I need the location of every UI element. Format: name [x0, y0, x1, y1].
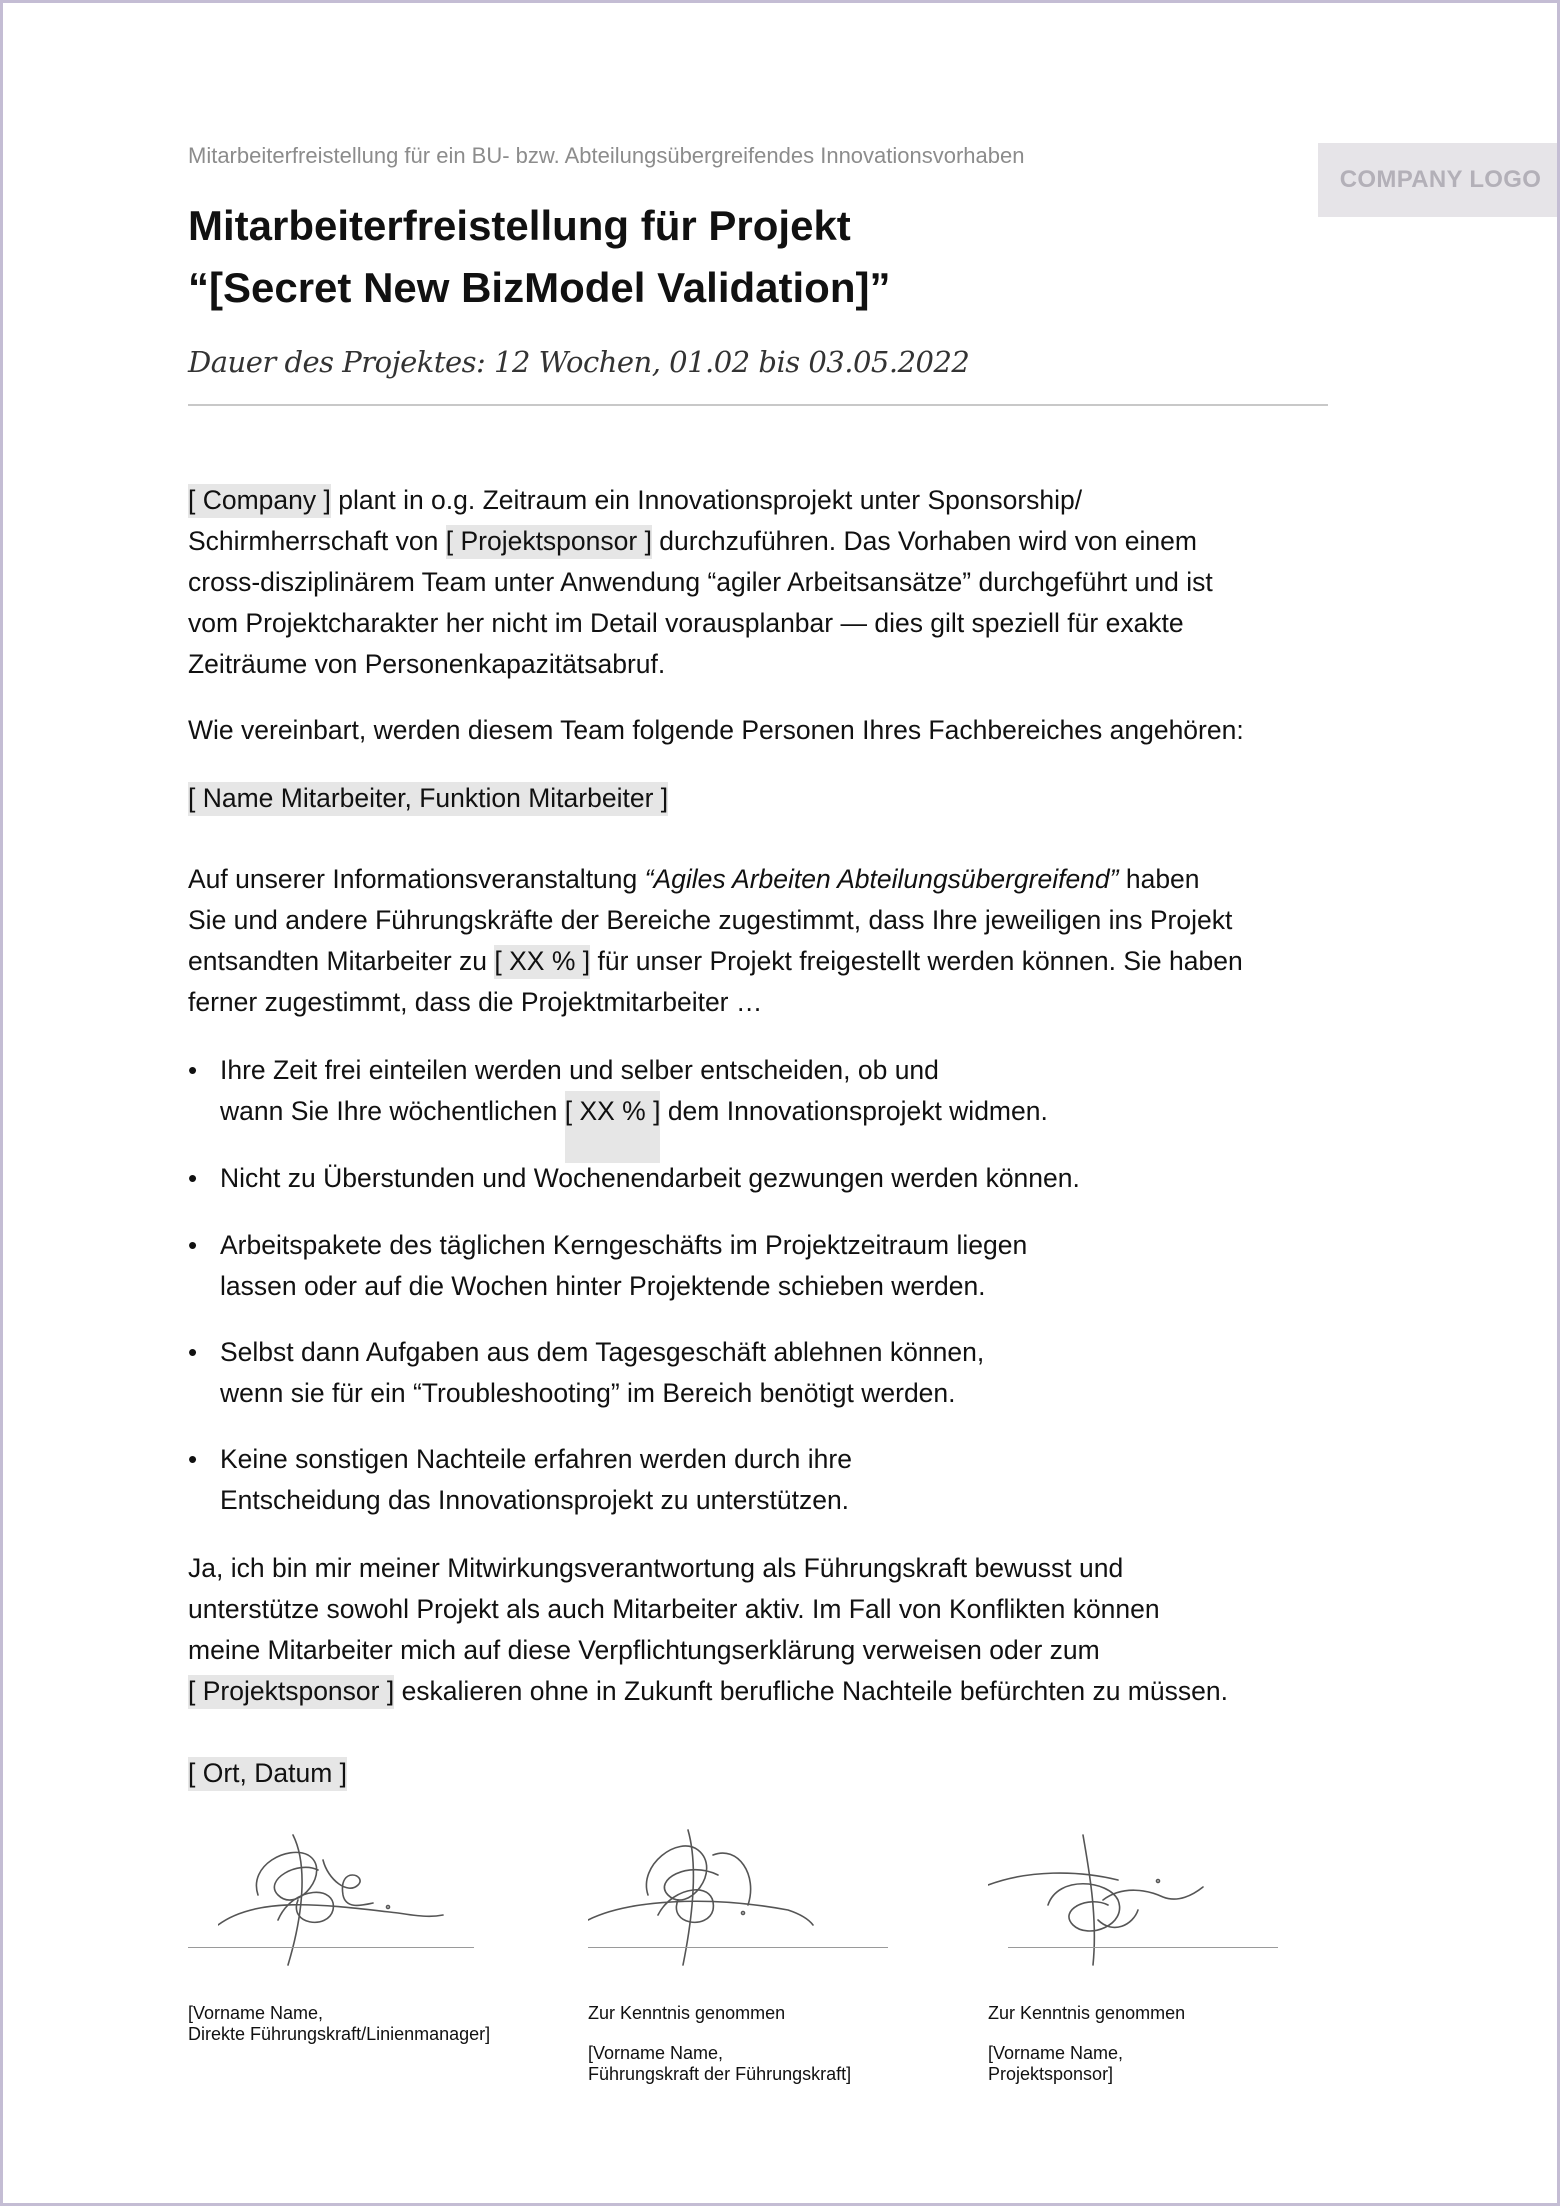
signature-line-3 [1008, 1947, 1278, 1948]
employee-placeholder-row [188, 778, 1338, 819]
signature-1-scribble [218, 1825, 448, 1975]
signature-2-name: [Vorname Name, [588, 2043, 724, 2063]
signature-line-2 [588, 1947, 888, 1948]
bullet-3-line-1: Arbeitspakete des täglichen Kerngeschäfts im Projektzeitraum liegen [220, 1230, 1028, 1260]
info-line-4: ferner zugestimmt, dass die Projektmitarbeiter … [188, 987, 763, 1017]
bullet-2-line-1: Nicht zu Überstunden und Wochenendarbeit gezwungen werden können. [220, 1163, 1080, 1193]
list-item-text [220, 1225, 1320, 1307]
commitment-line-4 [188, 1671, 1338, 1712]
company-logo-placeholder: COMPANY LOGO [1318, 143, 1560, 217]
signature-1-name: [Vorname Name, [188, 2003, 324, 2023]
header-divider [188, 404, 1328, 406]
info-line-2: Sie und andere Führungskräfte der Bereiche zugestimmt, dass Ihre jeweiligen ins Projekt [188, 905, 1233, 935]
placeholder-employee-name[interactable]: [ Name Mitarbeiter, Funktion Mitarbeiter ] [188, 782, 668, 816]
signature-line-1 [188, 1947, 474, 1948]
bullet-1-line-2-start: wann Sie Ihre wöchentlichen [220, 1096, 565, 1126]
intro-line-1 [188, 480, 1338, 521]
intro-line-4: vom Projektcharakter her nicht im Detail vorausplanbar — dies gilt speziell für exakte [188, 608, 1184, 638]
intro-line-2 [188, 521, 1338, 562]
info-paragraph [188, 859, 1338, 1023]
bullet-3-line-2: lassen oder auf die Wochen hinter Projektende schieben werden. [220, 1271, 986, 1301]
intro-line-5: Zeiträume von Personenkapazitätsabruf. [188, 649, 666, 679]
title-line-2: “[Secret New BizModel Validation]” [188, 264, 891, 311]
placeholder-projektsponsor[interactable]: [ Projektsponsor ] [446, 525, 652, 559]
intro-line-2-start: Schirmherrschaft von [188, 526, 446, 556]
list-item-text [220, 1332, 1320, 1414]
signature-1-caption [188, 2003, 490, 2045]
bullet-icon: • [188, 1230, 198, 1260]
placeholder-projektsponsor[interactable]: [ Projektsponsor ] [188, 1675, 394, 1709]
signature-2-scribble [588, 1825, 828, 1975]
signature-3-name: [Vorname Name, [988, 2043, 1124, 2063]
document-subtitle: Mitarbeiterfreistellung für ein BU- bzw. Abteilungsübergreifendes Innovationsvorhaben [188, 143, 1025, 168]
list-item-text [220, 1158, 1320, 1199]
list-item-text [220, 1439, 1320, 1521]
placeholder-percent[interactable]: [ XX % ] [494, 945, 590, 979]
commitment-line-1: Ja, ich bin mir meiner Mitwirkungsverantwortung als Führungskraft bewusst und [188, 1553, 1124, 1583]
signature-3-caption [988, 2003, 1185, 2085]
info-line-1 [188, 859, 1338, 900]
list-item-text [220, 1050, 1320, 1163]
signature-2-note: Zur Kenntnis genommen [588, 2003, 786, 2023]
bullet-icon: • [188, 1337, 198, 1367]
info-line-3 [188, 941, 1338, 982]
bullet-1-line-1: Ihre Zeit frei einteilen werden und selber entscheiden, ob und [220, 1055, 939, 1085]
caption-spacer [588, 2024, 851, 2043]
info-line-3-rest: für unser Projekt freigestellt werden können. Sie haben [590, 946, 1243, 976]
place-date-row [188, 1753, 1338, 1794]
placeholder-place-date[interactable]: [ Ort, Datum ] [188, 1757, 347, 1791]
placeholder-company[interactable]: [ Company ] [188, 484, 331, 518]
intro-line-3: cross-disziplinärem Team unter Anwendung “agiler Arbeitsansätze” durchgeführt und ist [188, 567, 1213, 597]
commitment-line-3: meine Mitarbeiter mich auf diese Verpflichtungserklärung verweisen oder zum [188, 1635, 1100, 1665]
commitment-line-2: unterstütze sowohl Projekt als auch Mitarbeiter aktiv. Im Fall von Konflikten können [188, 1594, 1160, 1624]
bullet-4-line-2: wenn sie für ein “Troubleshooting” im Bereich benötigt werden. [220, 1378, 956, 1408]
signature-2-caption [588, 2003, 851, 2085]
caption-spacer [988, 2024, 1185, 2043]
bullet-icon: • [188, 1444, 198, 1474]
project-duration: Dauer des Projektes: 12 Wochen, 01.02 bis 03.05.2022 [188, 345, 970, 379]
signature-icon [988, 1825, 1228, 1975]
signature-icon [218, 1825, 448, 1975]
bullet-icon: • [188, 1163, 198, 1193]
signature-3-note: Zur Kenntnis genommen [988, 2003, 1186, 2023]
bullet-4-line-1: Selbst dann Aufgaben aus dem Tagesgeschäft ablehnen können, [220, 1337, 985, 1367]
bullet-1-line-2 [220, 1091, 1320, 1163]
commitment-paragraph [188, 1548, 1338, 1712]
bullet-5-line-2: Entscheidung das Innovationsprojekt zu unterstützen. [220, 1485, 850, 1515]
bullet-5-line-1: Keine sonstigen Nachteile erfahren werden durch ihre [220, 1444, 852, 1474]
signature-2-role: Führungskraft der Führungskraft] [588, 2064, 852, 2084]
info-line-1-rest: haben [1118, 864, 1200, 894]
event-name: “Agiles Arbeiten Abteilungsübergreifend” [644, 864, 1119, 894]
intro-paragraph [188, 480, 1338, 685]
agreed-statement: Wie vereinbart, werden diesem Team folgende Personen Ihres Fachbereiches angehören: [188, 715, 1244, 745]
signature-3-scribble [988, 1825, 1228, 1975]
signature-icon [588, 1825, 828, 1975]
info-line-3-start: entsandten Mitarbeiter zu [188, 946, 495, 976]
bullet-icon: • [188, 1055, 198, 1085]
intro-line-2-rest: durchzuführen. Das Vorhaben wird von einem [651, 526, 1197, 556]
signature-3-role: Projektsponsor] [988, 2064, 1114, 2084]
info-line-1-start: Auf unserer Informationsveranstaltung [188, 864, 645, 894]
document-title [188, 195, 1188, 319]
title-line-1: Mitarbeiterfreistellung für Projekt [188, 202, 851, 249]
bullet-1-line-2-rest: dem Innovationsprojekt widmen. [660, 1096, 1048, 1126]
signature-1-role: Direkte Führungskraft/Linienmanager] [188, 2024, 491, 2044]
commitment-line-4-rest: eskalieren ohne in Zukunft berufliche Nachteile befürchten zu müssen. [394, 1676, 1228, 1706]
placeholder-weekly-percent[interactable]: [ XX % ] [565, 1091, 661, 1163]
intro-line-1-text: plant in o.g. Zeitraum ein Innovationsprojekt unter Sponsorship/ [330, 485, 1083, 515]
